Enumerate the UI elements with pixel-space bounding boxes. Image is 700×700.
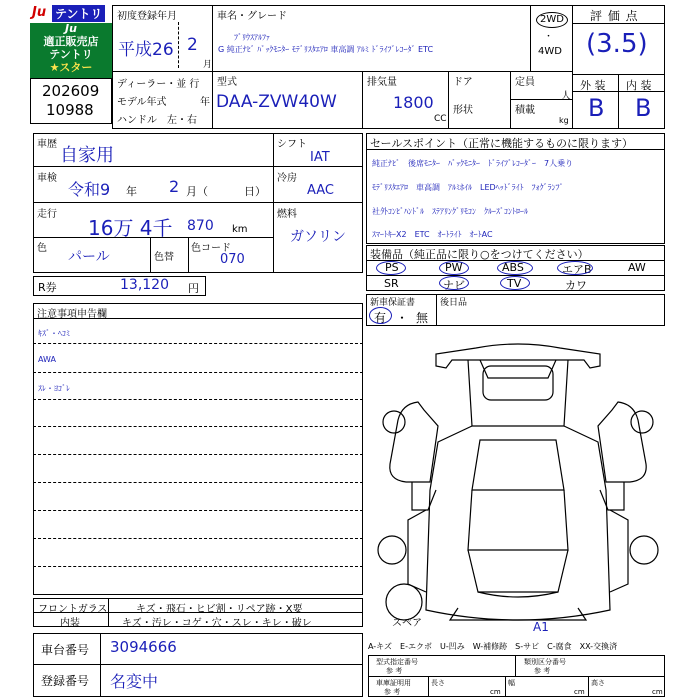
load-unit: kg: [559, 116, 569, 125]
note-line-1: ｷｽﾞ・ﾍｺﾐ: [38, 329, 70, 338]
dealer-badge: [30, 23, 112, 78]
note-line-3: ｽﾚ・ﾖｺﾞﾚ: [38, 384, 70, 393]
selling-point-2: ﾓﾃﾞﾘｽﾀｴｱﾛ 車高調 ｱﾙﾐﾎｲﾙ LEDﾍｯﾄﾞﾗｲﾄ ﾌｫｸﾞﾗﾝﾌﾟ: [372, 183, 564, 192]
equip-abs-circle: [497, 261, 533, 275]
model-year-label: モデル年式: [117, 97, 167, 108]
car-damage-diagram: [368, 330, 666, 636]
brand-logo: [30, 5, 112, 23]
mileage-small: 870: [187, 218, 214, 234]
displacement-unit: CC: [434, 114, 447, 124]
badge-tentori: テントリ: [49, 48, 93, 61]
inspection-day-unit: 日）: [244, 185, 266, 198]
damage-legend: A-キズ E-エクボ U-凹み W-補修跡 S-サビ C-腐食 XX-交換済: [368, 642, 618, 651]
color-code-label: 色コード: [191, 243, 231, 254]
interior-grade: B: [635, 94, 652, 122]
first-reg-month: 2: [187, 35, 198, 55]
badge-ju: Ju: [65, 22, 77, 35]
warranty-label: 新車保証書: [370, 298, 416, 308]
warranty-no: 無: [416, 311, 429, 325]
history: 自家用: [60, 145, 114, 166]
inspection-era: 令和9: [68, 180, 111, 199]
length-label: 長さ: [431, 679, 445, 687]
spare-label: スペア: [392, 618, 422, 629]
equip-tv: TV: [507, 277, 522, 290]
shift: IAT: [310, 150, 330, 165]
category-number-label: 類別区分番号: [524, 658, 566, 666]
interior-label: 内 装: [626, 79, 652, 92]
drive-2wd: 2WD: [540, 14, 564, 25]
id-code-2: 10988: [46, 101, 94, 119]
displacement: 1800: [393, 93, 434, 112]
notes-frame: [33, 303, 363, 595]
equip-ps: PS: [385, 261, 399, 274]
type-designation-ref: 参 考: [386, 667, 403, 675]
equip-airbag: エアB: [562, 263, 592, 276]
width-unit: cm: [574, 688, 585, 696]
equip-tv-circle: [500, 276, 530, 290]
equip-navi: ナビ: [443, 279, 465, 292]
a1-damage-mark: A1: [533, 620, 549, 634]
recycle-label: R券: [38, 281, 57, 294]
equip-sr: SR: [384, 277, 399, 290]
badge-star: ★スター: [49, 61, 93, 74]
fuel-label: 燃料: [277, 209, 297, 220]
capacity-unit: 人: [561, 91, 571, 102]
history-label: 車歴: [37, 139, 57, 150]
category-number-ref: 参 考: [534, 667, 551, 675]
aircon: AAC: [307, 183, 334, 198]
equipment-title: 装備品（純正品に限り○をつけてください）: [370, 248, 589, 261]
first-reg-month-unit: 月: [203, 60, 213, 70]
width-label: 幅: [508, 679, 515, 687]
exterior-grade: B: [588, 94, 605, 122]
equip-pw: PW: [445, 261, 463, 274]
selling-point-1: 純正ﾅﾋﾞ 後席ﾓﾆﾀｰ ﾊﾞｯｸﾓﾆﾀｰ ﾄﾞﾗｲﾌﾞﾚｺｰﾀﾞｰ 7人乗り: [372, 159, 574, 168]
exterior-label: 外 装: [580, 79, 606, 92]
registration-value: 名変中: [110, 672, 159, 691]
mileage-label: 走行: [37, 209, 57, 220]
drive-dot: ・: [544, 32, 554, 42]
interior-cond-label: 内装: [60, 618, 80, 629]
recycle-value: 13,120: [120, 277, 169, 293]
garage-cert-ref: 参 考: [384, 688, 401, 696]
length-unit: cm: [490, 688, 501, 696]
selling-point-4: ｽﾏｰﾄｷｰX2 ETC ｵｰﾄﾗｲﾄ ｵｰﾄAC: [372, 230, 493, 239]
warranty-yes-circle: [369, 307, 392, 324]
shift-label: シフト: [277, 139, 307, 150]
logo-ju: Ju: [32, 5, 47, 20]
color: パール: [68, 249, 110, 265]
chassis-number: 3094666: [110, 638, 177, 656]
registration-label: 登録番号: [41, 674, 90, 688]
inspection-year-unit: 年: [126, 185, 137, 198]
equip-airbag-circle: [557, 261, 593, 275]
garage-cert-label: 車庫証明用: [376, 679, 411, 687]
equip-abs: ABS: [502, 261, 524, 274]
color-code: 070: [220, 252, 245, 267]
car-grade: G 純正ﾅﾋﾞ ﾊﾞｯｸﾓﾆﾀｰ ﾓﾃﾞﾘｽﾀｴｱﾛ 車高調 ｱﾙﾐ ﾄﾞﾗｲﾌﾞﾚｺｰﾀﾞ ETC: [218, 45, 434, 54]
handle-label: ハンドル 左・右: [117, 115, 197, 126]
mileage-unit: km: [232, 224, 248, 235]
drive-4wd: 4WD: [538, 46, 562, 57]
note-line-2: AWA: [38, 355, 56, 364]
equip-aw: AW: [628, 261, 646, 274]
inspection-month: 2: [169, 177, 180, 196]
equip-navi-circle: [439, 276, 469, 290]
dealer-label: ディーラー・並 行: [117, 79, 200, 90]
first-reg-era: 平成26: [118, 40, 174, 60]
score-label: 評 価 点: [590, 9, 639, 23]
chassis-label: 車台番号: [41, 643, 90, 657]
mileage-big: 16万 4千: [88, 216, 173, 240]
warranty-dot: ・: [396, 311, 409, 325]
color-label: 色: [37, 243, 47, 254]
repaint-label: 色替: [154, 252, 174, 263]
fuel: ガソリン: [290, 229, 346, 245]
notes-title: 注意事項申告欄: [37, 309, 107, 320]
windshield-items: キズ・飛石・ヒビ割・リペア跡・X要: [136, 604, 303, 615]
model-year-unit: 年: [200, 97, 210, 108]
shape-label: 形状: [453, 105, 473, 116]
capacity-label: 定員: [515, 77, 535, 88]
aircon-label: 冷房: [277, 173, 297, 184]
selling-point-3: 社外ｺﾝﾋﾞﾊﾝﾄﾞﾙ ｽﾃｱﾘﾝｸﾞﾘﾓｺﾝ ｸﾙｰｽﾞｺﾝﾄﾛｰﾙ: [372, 207, 528, 216]
name-grade-label: 車名・グレード: [217, 11, 287, 22]
selling-points-title: セールスポイント（正常に機能するものに限ります）: [370, 137, 634, 150]
score-value: (3.5): [586, 29, 648, 59]
interior-cond-items: キズ・汚レ・コゲ・穴・スレ・キレ・破レ: [122, 618, 312, 629]
equip-leather: カワ: [565, 279, 587, 292]
badge-title: 適正販売店: [43, 35, 99, 48]
load-label: 積載: [515, 105, 535, 116]
warranty-yes: 有: [374, 311, 387, 325]
type-designation-label: 型式指定番号: [376, 658, 418, 666]
inspection-label: 車検: [37, 173, 57, 184]
windshield-label: フロントガラス: [38, 604, 108, 615]
recycle-unit: 円: [188, 282, 199, 295]
height-unit: cm: [652, 688, 663, 696]
first-reg-label: 初度登録年月: [117, 11, 177, 22]
equip-ps-circle: [376, 261, 406, 275]
inspection-month-unit: 月（: [186, 185, 208, 198]
logo-tentori: テントリ: [52, 5, 105, 22]
doors-label: ドア: [453, 77, 473, 88]
car-name: ﾌﾞﾘｳｽｱﾙﾌｧ: [234, 33, 270, 42]
height-label: 高さ: [591, 679, 605, 687]
displacement-label: 排気量: [367, 77, 397, 88]
id-code-1: 202609: [42, 82, 100, 100]
warranty-date-label: 後日品: [440, 298, 468, 308]
equip-pw-circle: [439, 261, 469, 275]
model-type-label: 型式: [217, 77, 237, 88]
model-type: DAA-ZVW40W: [216, 92, 337, 112]
